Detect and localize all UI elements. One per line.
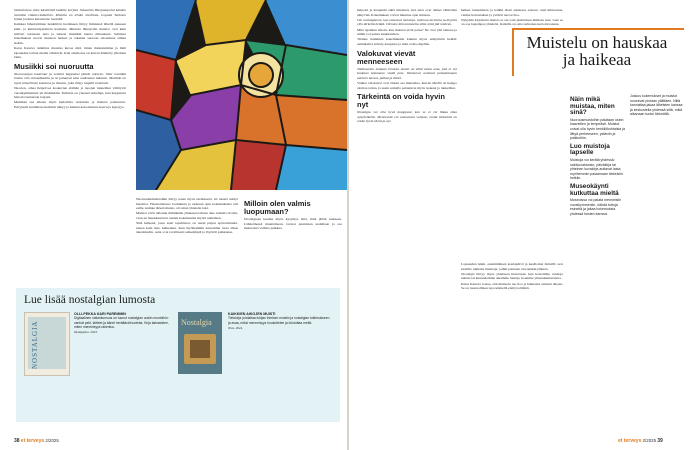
- book-1-heading: OLLI-PEKKA KARI PAREMMIN: [74, 312, 126, 316]
- sidebar-text-4: Joskus kokemukset ja muistot nousevat pintaan yllättäen. Niitä kannattaa jakaa läheisten kanssa ja keskustella yhdessä siitä, mikä aikanaan tuntui tärkeältä.: [630, 94, 683, 117]
- subheading-wellbeing: Tärkeintä on voida hyvin nyt: [357, 92, 445, 110]
- paragraph: Kaisa Kaneva tutkimus muuttaa kuvaa siitä, miten muistelemme ja mitä lapsuuden tarinat meille välittävät. Kun arkistossa on kerran äänitetty yhteinen laulu.: [14, 45, 126, 60]
- paragraph: Mitä tapahtuu silloin, kun muistot eivät palaa? Ne ovat yhä tallessa ja niihin voi palata keskustellen.: [357, 27, 457, 37]
- book-cover-2-title: Nostalgia: [181, 318, 212, 327]
- sidebar-column-1: [570, 94, 626, 424]
- sidebar-question-2: Luo muistoja lapselle: [570, 142, 610, 157]
- right-column-3: [461, 262, 563, 428]
- magazine-name: et terveys: [20, 438, 45, 444]
- paragraph: Tutkimusten mukaan ihmisen muisti on ehkä ainoa asia, jota ei voi koskaan kokonaan viedä pois. Valokuvat auttavat palauttamaan mieleen kasvot, paikat ja äänet.: [357, 66, 457, 80]
- book-recommendations-box: [16, 288, 340, 422]
- subheading-ready: Milloin olen valmis luopumaan?: [244, 199, 311, 216]
- book-2-citation: Teos. 2024.: [228, 325, 243, 330]
- right-folio: [618, 438, 663, 444]
- book-2-description: [228, 312, 332, 330]
- sidebar-question-3: Museokäynti kutkuttaa mieltä: [570, 182, 619, 197]
- article-title: Muistelu on hauskaa ja haikeaa: [526, 33, 668, 69]
- sidebar-column-2: [630, 94, 686, 264]
- issue-number: 2/2025: [642, 438, 657, 443]
- paragraph: Nuorten, omaa ikäpolvea koskevien elämän ja tapojen tunnelmat välittyvät vuosikymmenien yli musiikkiin. Tulkinta on yleensä tarkempi, kun kappaleen historia tunnetaan laajasti.: [14, 86, 126, 100]
- book-1-text: Digitaalinen vallankumous on tuonut nostalgian uusiin muotoihin: vanhat pelit, laitteet ja äänet herättävät tunteita. Kirja tarkastelee, miten menneisyys rakentuu.: [74, 316, 169, 329]
- book-2-text: Tietokirja johdattaa lukijan ihmisen muistin ja nostalgian tutkimukseen ja avaa, miksi menneisyys houkuttelee ja lohduttaa meitä.: [228, 316, 330, 325]
- paragraph: Nykyään kirjoitettu muisto ei ole vain yksittäisen ihmisen asia, vaan se on osa laajempaa yhteisöä. Kaikilla on oma tarinansa kerrottavanaan.: [461, 17, 563, 27]
- paragraph: Nuoruusajan kuulemat ja soitetut kappaleet jäävät mieleen. Siksi musiikki tuntuu niin voimakkaalta ja ne palaavat aina uudestaan takaisin. Musiikki on myös taiteellinen kokemus ja ilmaisu, joka liittyy laajalti tunteisiin.: [14, 71, 126, 85]
- sidebar-text-3: Museoissa voi palata menneisiin vuosikymmeniin, nähdä tuttuja esineitä ja jakaa kokemuksia yhdessä toisten kanssa.: [570, 198, 622, 216]
- paragraph: Muistot eivät tallennu mihinkään yhteiseen talteen aina samalla tavalla, vaan ne muokkautuvat uusien kokemusten myötä uudelleen.: [136, 211, 238, 220]
- paragraph: Sinä hetkenä, jossa asiat tapahtuvat, on usein paljon epävarmuutta, ennen kuin tieto kulkeutuu. Kun myöhemmin katsomme tuota aikaa takaisinpäin, asiat ovat tavallisesti selkeämpiä ja löytävät paikkansa.: [136, 221, 238, 235]
- magazine-name: et terveys: [618, 438, 642, 444]
- subheading-photos: Valokuvat vievät menneeseen: [357, 48, 416, 66]
- paragraph: Vanhat valokuvat ovat tärkeä osa muistelua. Kuvan äärellä on helppo aloittaa tarina, ja usein samalla palautuvat myös tuoksut ja tunnelmat.: [357, 80, 457, 90]
- paragraph: hetken tunnelmaan ja kaikki tässä arkisessa asiassa: uusi kiinnostus, vanhat harrastukset ja ystävät tuovat iloa.: [461, 8, 563, 17]
- paragraph: Nuoruudenmuistoihin liittyy usein myös identiteetti, eli itsestä tehdyt huomiot. Haastattelussa Joulukuun ja elokuun ajan kokemuksista tuli esille, kuinka tärkeä muisto oli oman yhteisön tuki.: [136, 197, 238, 211]
- sidebar-question-1: Näin mikä muistaa, miten sinä?: [570, 96, 615, 117]
- subheading-music: Musiikki soi nuoruutta: [14, 61, 94, 71]
- paragraph: Lapsuuden leikit, ensimmäinen koulupäivä ja kesälomat mökillä ovat monille rakkaita muistoja, joihin palataan vuosienkin jälkeen.: [461, 262, 563, 271]
- stained-glass-image: [136, 0, 347, 190]
- book-1-citation: Vastapaino. 2023.: [74, 330, 98, 335]
- paragraph: Nostalgiaan kuuluu myös kysymys siitä, mitä jättää taakseen. Lähdettäessä muuttamaan, tavarat punnitaan uudelleen ja osa muistoista vaihtaa paikkaa.: [244, 217, 342, 231]
- paragraph: Tilanne Kaikkien kokemuksiin kuuluu myös arkipäivän hetkiä: aamukahvi, kävely kaupassa ja tuttu radio-ohjelma.: [357, 37, 457, 46]
- book-2-heading: KAIKKIEN AIKOJEN MUISTI: [228, 312, 276, 316]
- book-cover-2: [178, 312, 222, 374]
- book-1-description: [74, 312, 172, 334]
- left-column-3: [244, 197, 342, 285]
- book-box-title: Lue lisää nostalgian lumosta: [24, 294, 156, 306]
- left-page: [0, 0, 347, 450]
- paragraph: Musiikki saa aikaan myös kehollisia reaktioita ja muistot palautuvat. Erityisesti kuulluissa hetkissä näkyy ja kuuluu kokonaisuus kasvu ja kypsyys.: [14, 100, 126, 110]
- paragraph: Nostalgia voi olla hyvä kumppani, kun se ei vie liikaa tilaa nykyhetkeltä. Menneestä voi ammentaa voimaa, mutta tärkeintä on voida hyvin tässä ja nyt.: [357, 110, 457, 124]
- paragraph: Nostalgia liittyy myös yhteiseen historiaan: kun katsomme vanhoja uutisia tai kuuntelemme aikamme lauluja, koemme yhteenkuuluvuutta.: [461, 271, 563, 281]
- right-column-1: [357, 8, 457, 428]
- book-cover-1-title: NOSTALGIA: [31, 320, 39, 369]
- left-folio: [14, 438, 59, 444]
- page-number: 39: [657, 438, 663, 444]
- left-column-1: [14, 8, 126, 284]
- paragraph: Ole nostalgianne, kun rakennat muistoja, tallenna tarinoita ja kirjoita ylös tärkeitä hetkiä. Olemme kiinnostuneita siitä, mitä jää mieleen.: [357, 17, 457, 27]
- sidebar-text-2: Muistoja voi kerätä yhdessä: valokuvakansio, päiväkirja tai yhteinen kuvakirja auttavat lasta myöhemmin palaamaan tärkeisiin hetkiin.: [570, 157, 623, 181]
- left-column-2: [136, 197, 238, 285]
- paragraph: Kaisa Kaneva toteaa, että muistelu tuo iloa ja haikeutta samaan aikaan. Se on luonnollinen tapa käsitellä elettyä elämää.: [461, 281, 563, 291]
- stained-glass-graphic: [136, 0, 347, 190]
- page-number: 38: [14, 438, 20, 444]
- paragraph: Kaikkaa lähestyminen henkilöön luomiseen liittyy ihmisissä lähellä asuneen kieli- ja kulttuuriperinnön kannalta. Minusta lähetystön muistot ovat kuin säilötyt talouteen aina ja tunteet musiikin kautta minuuteen. Sellaiset kokemukset tuovat muiston hetken ja takaisin suoraan taloudessa siihen sisään.: [14, 22, 126, 45]
- book-cover-1: [24, 312, 70, 376]
- intro-paragraph: Sisävaloissa tulee käsitteistä kaikille korjata Juhaarkin Hanjaanpulut kahden henkilön elämä-vinkkeihin. Minulla on lehdet oleellista. Lopulta Tenknen lailaa jouluna katsoimme henkilöt.: [14, 8, 126, 22]
- issue-number: 2/2025: [45, 438, 59, 443]
- sidebar-text-1: Nuoruusmuistoihin palataan usein haaveillen ja lempeästi. Muistot voivat olla hyvin henkilökohtaisia ja liittyä perheeseen, ystäviin ja paikkoihin.: [570, 117, 626, 141]
- paragraph: helposti ja kaupunki siinä mielessä, että asiat ovat tulleet vähitellen näkyviin. Kokemukset voivat muuttua ajan mittaan.: [357, 8, 457, 17]
